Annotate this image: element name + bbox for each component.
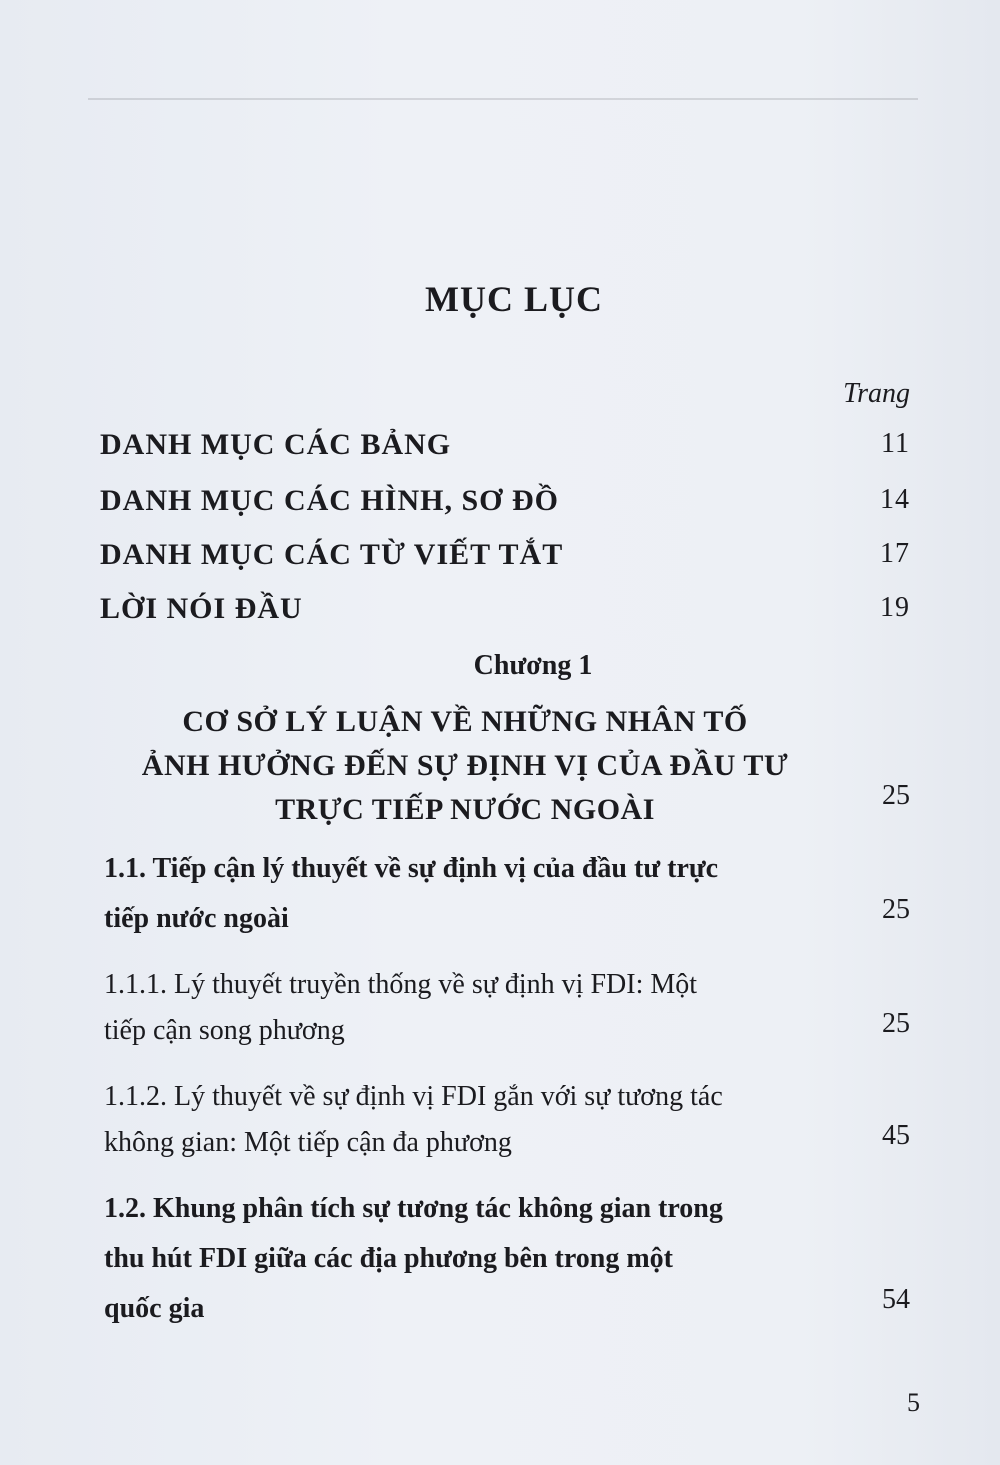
toc-section-1-1[interactable] [104,844,832,944]
toc-section-1-1-2[interactable] [104,1074,832,1166]
toc-entry-label: LỜI NÓI ĐẦU [100,592,303,625]
section-page: 54 [882,1284,910,1315]
section-line: tiếp nước ngoài [104,903,289,934]
section-line: 1.2. Khung phân tích sự tương tác không gian trong [104,1193,723,1224]
section-page: 25 [882,894,910,925]
chapter-title-line: TRỰC TIẾP NƯỚC NGOÀI [275,793,655,826]
toc-section-1-2[interactable] [104,1184,832,1334]
chapter-title-line: ẢNH HƯỞNG ĐẾN SỰ ĐỊNH VỊ CỦA ĐẦU TƯ [141,749,789,782]
page-column-label: Trang [843,378,910,409]
section-line: 1.1. Tiếp cận lý thuyết về sự định vị của đầu tư trực [104,853,719,884]
page-title: MỤC LỤC [425,279,603,319]
section-line: quốc gia [104,1293,205,1324]
toc-entry-page: 19 [880,592,910,623]
section-line: tiếp cận song phương [104,1015,345,1046]
section-line: 1.1.1. Lý thuyết truyền thống về sự định vị FDI: Một [104,969,698,1000]
chapter-title[interactable] [100,700,830,832]
toc-entry-page: 17 [880,538,910,569]
toc-entry-label: DANH MỤC CÁC BẢNG [100,428,452,461]
section-line: thu hút FDI giữa các địa phương bên trong một [104,1243,674,1274]
page-number: 5 [907,1388,920,1417]
toc-entry-page: 14 [880,484,910,515]
chapter-page: 25 [882,780,910,811]
section-line: không gian: Một tiếp cận đa phương [104,1127,512,1158]
section-line: 1.1.2. Lý thuyết về sự định vị FDI gắn với sự tương tác [104,1081,723,1112]
toc-entry-label: DANH MỤC CÁC HÌNH, SƠ ĐỒ [100,484,559,517]
chapter-title-line: CƠ SỞ LÝ LUẬN VỀ NHỮNG NHÂN TỐ [182,705,748,738]
section-page: 25 [882,1008,910,1039]
chapter-label: Chương 1 [473,650,593,681]
toc-entry-page: 11 [881,428,910,459]
toc-entry-label: DANH MỤC CÁC TỪ VIẾT TẮT [100,538,564,571]
toc-section-1-1-1[interactable] [104,962,832,1054]
ghost-header-rule [88,98,918,100]
section-page: 45 [882,1120,910,1151]
